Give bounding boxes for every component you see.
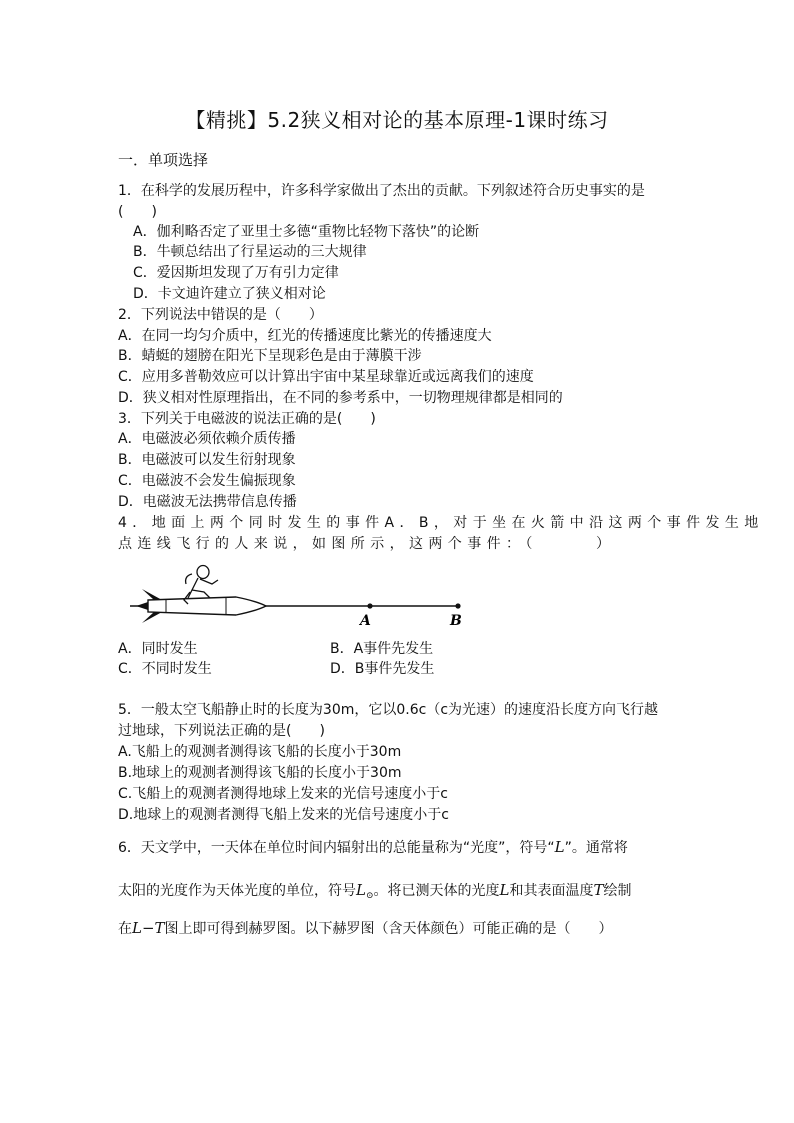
q1-option-d: D．卡文迪许建立了狭义相对论: [133, 286, 326, 302]
q5-option-d: D.地球上的观测者测得飞船上发来的光信号速度小于c: [118, 807, 449, 823]
section-heading: 一．单项选择: [118, 151, 209, 169]
q6-symbol-L-T: L−T: [132, 919, 165, 937]
q6-line1: 6．天文学中，一天体在单位时间内辐射出的总能量称为“光度”，符号“L”。通常将: [118, 838, 628, 856]
q6-line2: 太阳的光度作为天体光度的单位，符号$L_⊙$。将已测天体的光度L和其表面温度T绘制: [118, 881, 632, 901]
q6-symbol-T: T: [593, 881, 604, 899]
q4-option-d: D．B事件先发生: [330, 661, 435, 677]
rocket-figure: [126, 562, 476, 632]
point-a: [367, 603, 372, 608]
q5-stem-line2: 过地球，下列说法正确的是( ): [118, 723, 325, 739]
q1-option-a: A．伽利略否定了亚里士多德“重物比轻物下落快”的论断: [133, 224, 480, 240]
q6-symbol-L: L: [554, 838, 565, 856]
q6-line3: 在L−T图上即可得到赫罗图。以下赫罗图（含天体颜色）可能正确的是（ ）: [118, 919, 613, 937]
q6-symbol-L-sun: $L_⊙$: [356, 881, 374, 901]
q3-option-b: B．电磁波可以发生衍射现象: [118, 452, 296, 468]
q2-option-c: C．应用多普勒效应可以计算出宇宙中某星球靠近或远离我们的速度: [118, 369, 534, 385]
q5-option-b: B.地球上的观测者测得该飞船的长度小于30m: [118, 765, 402, 781]
q4-option-a: A．同时发生: [118, 641, 198, 657]
q4-stem-line1: 4．地面上两个同时发生的事件A．B，对于坐在火箭中沿这两个事件发生地: [118, 515, 764, 531]
q4-option-b: B．A事件先发生: [330, 641, 434, 657]
q2-option-b: B．蜻蜓的翅膀在阳光下呈现彩色是由于薄膜干涉: [118, 348, 422, 364]
q5-stem-line1: 5．一般太空飞船静止时的长度为30m，它以0.6c（c为光速）的速度沿长度方向飞行越: [118, 702, 659, 718]
q2-option-d: D．狭义相对性原理指出，在不同的参考系中，一切物理规律都是相同的: [118, 390, 563, 406]
point-b-label: B: [450, 613, 462, 629]
point-b: [455, 603, 460, 608]
point-a-label: A: [360, 613, 371, 629]
q1-stem-line1: 1．在科学的发展历程中，许多科学家做出了杰出的贡献。下列叙述符合历史事实的是: [118, 183, 645, 199]
q1-option-b: B．牛顿总结出了行星运动的三大规律: [133, 244, 367, 260]
q2-option-a: A．在同一均匀介质中，红光的传播速度比紫光的传播速度大: [118, 328, 492, 344]
q3-option-c: C．电磁波不会发生偏振现象: [118, 473, 296, 489]
q1-stem-line2: ( ): [118, 204, 157, 220]
q4-option-c: C．不同时发生: [118, 661, 212, 677]
q3-option-a: A．电磁波必须依赖介质传播: [118, 431, 296, 447]
q5-option-c: C.飞船上的观测者测得地球上发来的光信号速度小于c: [118, 786, 448, 802]
q5-option-a: A.飞船上的观测者测得该飞船的长度小于30m: [118, 744, 402, 760]
q1-option-c: C．爱因斯坦发现了万有引力定律: [133, 265, 339, 281]
page-title: 【精挑】5.2狭义相对论的基本原理-1课时练习: [185, 108, 609, 132]
q3-stem: 3．下列关于电磁波的说法正确的是( ): [118, 411, 376, 427]
rocket-icon: [136, 589, 266, 623]
q3-option-d: D．电磁波无法携带信息传播: [118, 494, 297, 510]
q4-stem-line2: 点连线飞行的人来说，如图所示，这两个事件：（ ）: [118, 536, 616, 552]
q2-stem: 2．下列说法中错误的是（ ）: [118, 307, 323, 323]
